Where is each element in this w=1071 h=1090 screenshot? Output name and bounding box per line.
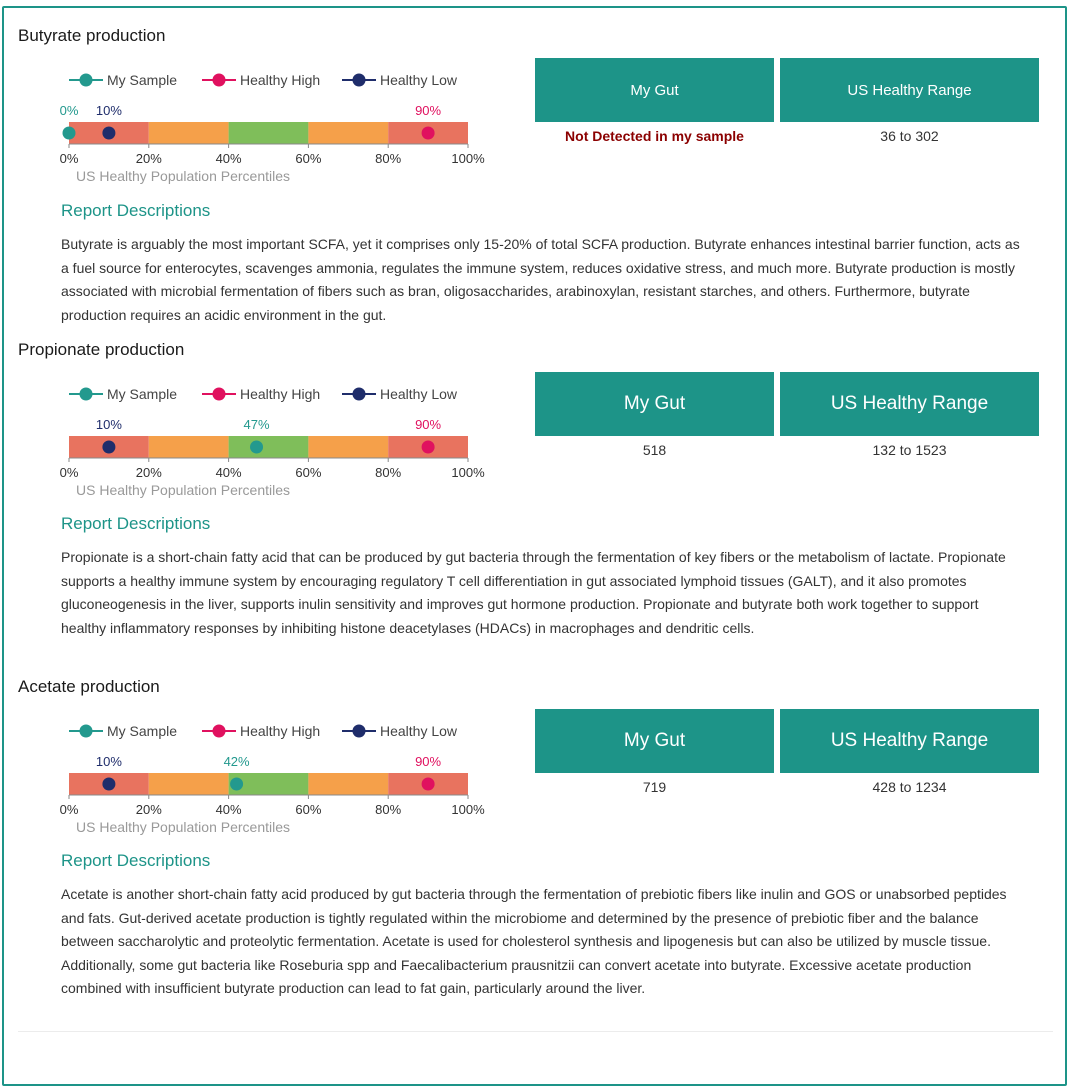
x-tick-label: 80% [375, 465, 402, 480]
legend-marker [353, 74, 366, 87]
legend-item [69, 72, 177, 88]
x-tick-label: 40% [215, 465, 242, 480]
my-sample-point [230, 778, 243, 791]
report-frame [2, 6, 1067, 1086]
propionate-range-chart [44, 360, 514, 500]
healthy-high-point [422, 127, 435, 140]
legend-marker [353, 388, 366, 401]
legend-item [342, 723, 458, 739]
section-title: Acetate production [18, 677, 160, 696]
legend-marker [213, 74, 226, 87]
legend-marker [80, 388, 93, 401]
section-title: Butyrate production [18, 26, 166, 45]
legend-item [202, 72, 320, 88]
legend-label: My Sample [107, 386, 178, 402]
x-tick-label: 60% [295, 465, 322, 480]
x-tick-label: 20% [135, 802, 162, 817]
healthy-low-value-label: 10% [95, 417, 122, 432]
legend-label: Healthy High [240, 72, 321, 88]
x-tick-label: 0% [59, 802, 79, 817]
legend-item [342, 72, 458, 88]
legend-label: Healthy High [240, 386, 321, 402]
x-axis-label: US Healthy Population Percentiles [76, 168, 291, 184]
legend-item [202, 386, 320, 402]
healthy-high-point [422, 778, 435, 791]
legend-label: Healthy High [240, 723, 321, 739]
my-sample-point [250, 441, 263, 454]
butyrate-description: Butyrate is arguably the most important SCFA, yet it comprises only 15-20% of total SCFA production. Butyrate enhances intestinal barrier function, acts as a fuel source for enterocytes, scavenges ammonia, regulates the immune system, reduces oxidative stress, and much more. Butyrate production is mostly associated with microbial fermentation of fibers such as bran, oligosaccharides, arabinoxylan, resistant starches, and others. Furthermore, butyrate production requires an acidic environment in the gut. [61, 236, 1020, 323]
us-range-header: US Healthy Range [780, 58, 1039, 122]
legend-item [69, 386, 177, 402]
acetate-range-chart [44, 697, 514, 837]
range-band [308, 122, 388, 144]
x-tick-label: 60% [295, 151, 322, 166]
propionate-chart [44, 360, 514, 500]
legend-item [342, 386, 458, 402]
acetate-chart [44, 697, 514, 837]
legend-marker [353, 725, 366, 738]
us-range-value: 428 to 1234 [872, 779, 947, 795]
my-gut-header: My Gut [535, 709, 774, 773]
report-descriptions-title: Report Descriptions [61, 201, 211, 220]
legend-label: My Sample [107, 72, 178, 88]
us-range-value: 132 to 1523 [872, 442, 947, 458]
healthy-high-point [422, 441, 435, 454]
healthy-high-value-label: 90% [415, 754, 442, 769]
x-tick-label: 100% [451, 465, 485, 480]
acetate-description: Acetate is another short-chain fatty acid produced by gut bacteria through the fermentation of prebiotic fibers like inulin and GOS or unabsorbed peptides and fats. Gut-derived acetate production is tightly regulated within the microbiome and determined by the presence of prebiotic fiber and the balance between saccharolytic and proteolytic fermentation. Acetate is used for cholesterol synthesis and lipogenesis but can also be utilized by muscle tissue. Additionally, some gut bacteria like Roseburia spp and Faecalibacterium prausnitzii can convert acetate into butyrate. Excessive acetate production combined with insufficient butyrate production can lead to fat gain, particularly around the liver. [61, 886, 1007, 996]
range-band [229, 436, 309, 458]
section-title: Propionate production [18, 340, 185, 359]
legend-label: Healthy Low [380, 386, 458, 402]
my-sample-value-label: 42% [223, 754, 250, 769]
x-tick-label: 100% [451, 802, 485, 817]
healthy-low-value-label: 10% [95, 103, 122, 118]
healthy-high-value-label: 90% [415, 103, 442, 118]
range-band [149, 773, 229, 795]
report-descriptions-title: Report Descriptions [61, 514, 211, 533]
butyrate-range-chart [44, 46, 514, 186]
x-tick-label: 80% [375, 151, 402, 166]
legend-marker [80, 725, 93, 738]
legend-marker [80, 74, 93, 87]
range-band [229, 122, 309, 144]
legend-label: My Sample [107, 723, 178, 739]
my-sample-value-label: 47% [243, 417, 270, 432]
legend-item [69, 723, 177, 739]
my-sample-point [63, 127, 76, 140]
x-tick-label: 60% [295, 802, 322, 817]
healthy-low-value-label: 10% [95, 754, 122, 769]
range-band [308, 773, 388, 795]
x-tick-label: 20% [135, 151, 162, 166]
legend-marker [213, 725, 226, 738]
legend-label: Healthy Low [380, 72, 458, 88]
us-range-header: US Healthy Range [780, 709, 1039, 773]
my-gut-value: 719 [642, 779, 667, 795]
x-tick-label: 0% [59, 465, 79, 480]
range-band [149, 122, 229, 144]
x-tick-label: 80% [375, 802, 402, 817]
healthy-low-point [102, 127, 115, 140]
butyrate-chart [44, 46, 514, 186]
healthy-high-value-label: 90% [415, 417, 442, 432]
my-gut-header: My Gut [535, 58, 774, 122]
my-gut-value: Not Detected in my sample [565, 128, 744, 144]
legend-marker [213, 388, 226, 401]
footer-divider [18, 1031, 1053, 1032]
range-band [308, 436, 388, 458]
legend-label: Healthy Low [380, 723, 458, 739]
us-range-value: 36 to 302 [880, 128, 939, 144]
my-gut-header: My Gut [535, 372, 774, 436]
us-range-header: US Healthy Range [780, 372, 1039, 436]
x-tick-label: 40% [215, 802, 242, 817]
healthy-low-point [102, 778, 115, 791]
report-descriptions-title: Report Descriptions [61, 851, 211, 870]
my-gut-value: 518 [642, 442, 667, 458]
x-axis-label: US Healthy Population Percentiles [76, 819, 291, 835]
healthy-low-point [102, 441, 115, 454]
propionate-description: Propionate is a short-chain fatty acid that can be produced by gut bacteria through the fermentation of key fibers or the metabolism of lactate. Propionate supports a healthy immune system by encouraging regulatory T cell differentiation in gut associated lymphoid tissues (GALT), and it also promotes gluconeogenesis in the liver, supports inulin sensitivity and improves gut hormone production. Propionate and butyrate both work together to support healthy inflammatory responses by inhibiting histone deacetylases (HDACs) in macrophages and dendritic cells. [61, 549, 1006, 636]
my-sample-value-label: 0% [59, 103, 79, 118]
x-axis-label: US Healthy Population Percentiles [76, 482, 291, 498]
x-tick-label: 100% [451, 151, 485, 166]
x-tick-label: 20% [135, 465, 162, 480]
x-tick-label: 40% [215, 151, 242, 166]
range-band [149, 436, 229, 458]
x-tick-label: 0% [59, 151, 79, 166]
legend-item [202, 723, 320, 739]
